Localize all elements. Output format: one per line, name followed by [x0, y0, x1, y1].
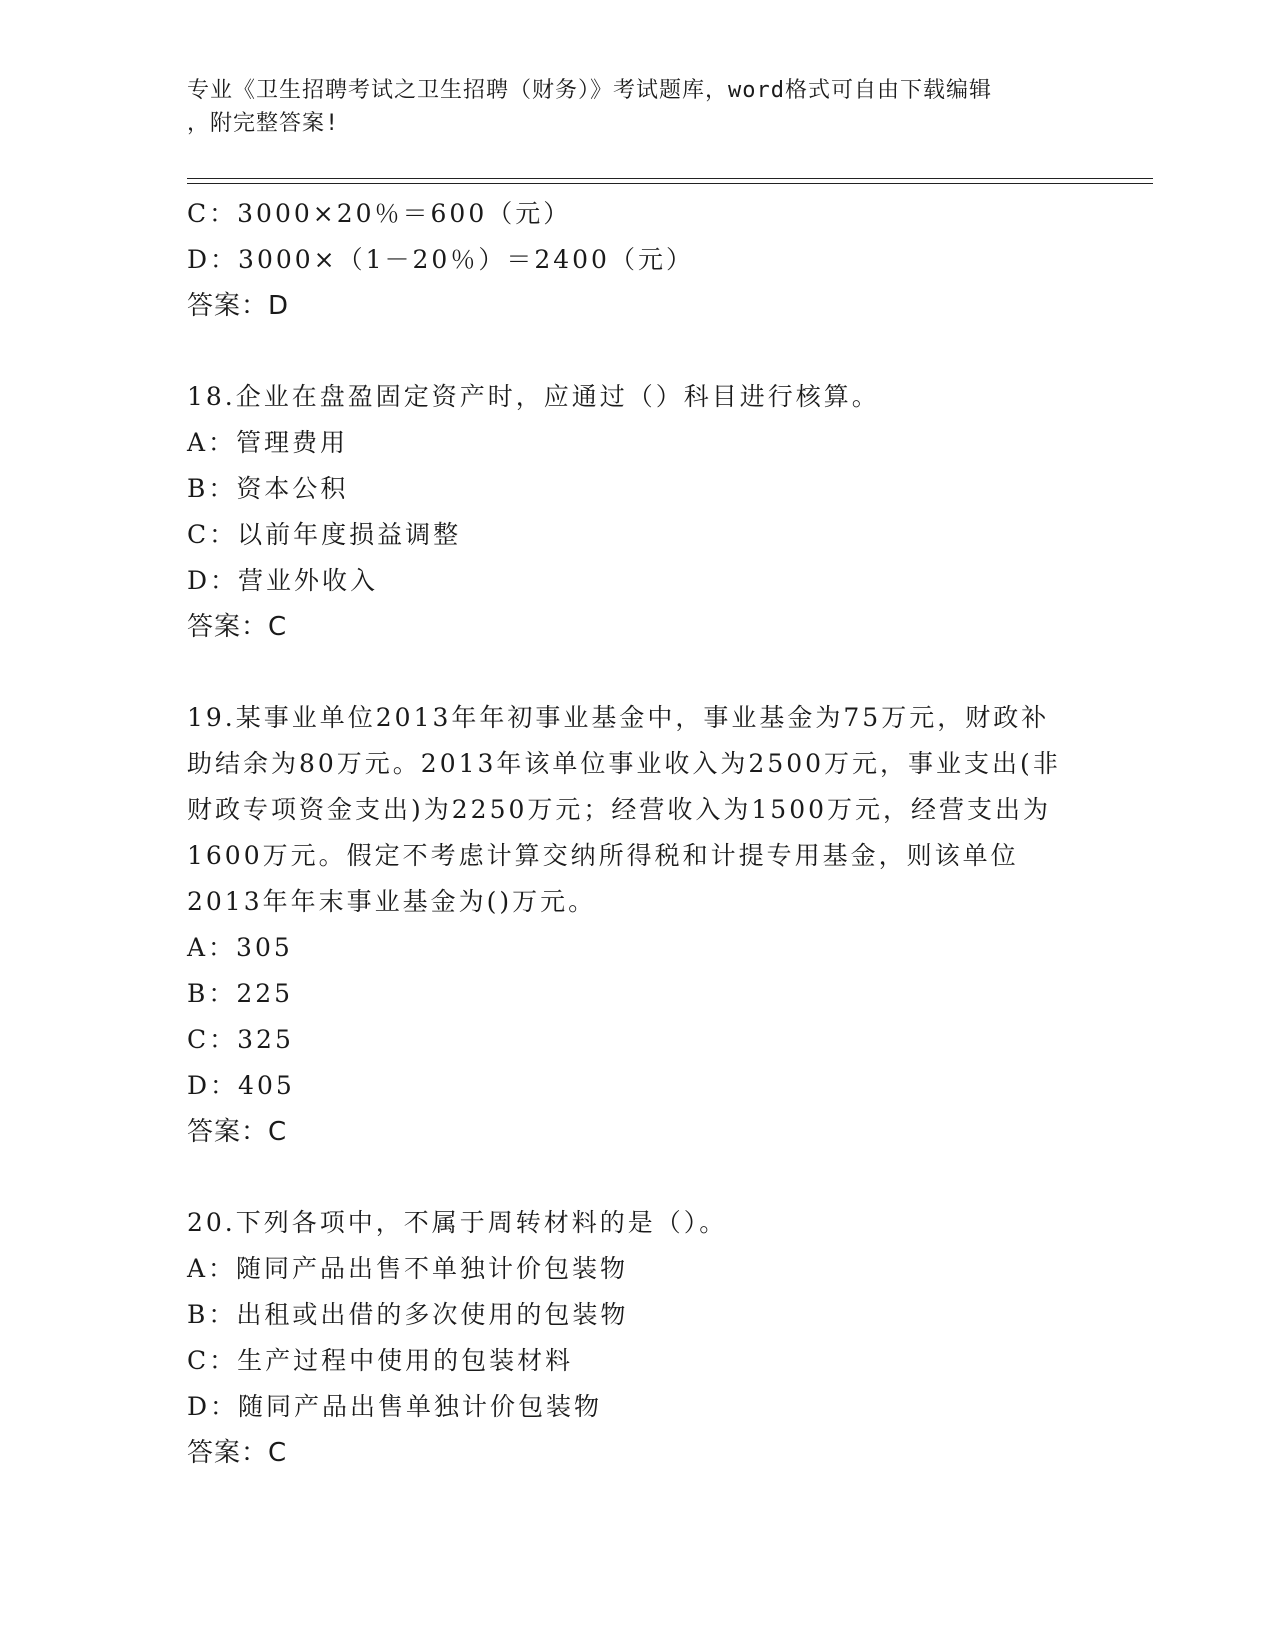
option-b: B：225	[187, 979, 294, 1008]
question-stem: 20.下列各项中，不属于周转材料的是（）。	[187, 1208, 728, 1237]
option-c: C：生产过程中使用的包装材料	[187, 1346, 574, 1375]
prev-question-block	[187, 191, 1087, 329]
option-a: A：随同产品出售不单独计价包装物	[187, 1254, 629, 1283]
answer-line: 答案：C	[187, 612, 288, 642]
question-20	[187, 1200, 1087, 1476]
option-a: A：管理费用	[187, 428, 349, 457]
header-line-2: ，附完整答案!	[187, 111, 340, 136]
question-stem-line-3: 财政专项资金支出)为2250万元；经营收入为1500万元，经营支出为	[187, 795, 1052, 824]
question-stem-line-1: 19.某事业单位2013年年初事业基金中，事业基金为75万元，财政补	[187, 703, 1050, 732]
option-d: D：3000×（1－20％）＝2400（元）	[187, 245, 694, 274]
option-c: C：3000×20％＝600（元）	[187, 199, 572, 228]
document-header	[187, 74, 1067, 140]
question-stem: 18.企业在盘盈固定资产时，应通过（）科目进行核算。	[187, 382, 880, 411]
header-divider-bottom	[187, 183, 1153, 184]
option-b: B：出租或出借的多次使用的包装物	[187, 1300, 629, 1329]
option-b: B：资本公积	[187, 474, 349, 503]
option-a: A：305	[187, 933, 293, 962]
header-line-1: 专业《卫生招聘考试之卫生招聘（财务）》考试题库，word格式可自由下载编辑	[187, 78, 992, 103]
answer-line: 答案：C	[187, 1438, 288, 1468]
option-c: C：以前年度损益调整	[187, 520, 462, 549]
option-d: D：405	[187, 1071, 295, 1100]
question-18	[187, 374, 1087, 650]
answer-line: 答案：C	[187, 1117, 288, 1147]
question-stem-line-2: 助结余为80万元。2013年该单位事业收入为2500万元，事业支出(非	[187, 749, 1061, 778]
header-divider-top	[187, 178, 1153, 179]
question-list	[187, 191, 1087, 1476]
question-19	[187, 695, 1087, 1155]
answer-line: 答案：D	[187, 291, 290, 321]
option-d: D：随同产品出售单独计价包装物	[187, 1392, 603, 1421]
question-stem-line-4: 1600万元。假定不考虑计算交纳所得税和计提专用基金，则该单位	[187, 841, 1019, 870]
option-d: D：营业外收入	[187, 566, 379, 595]
option-c: C：325	[187, 1025, 294, 1054]
question-stem-line-5: 2013年年末事业基金为()万元。	[187, 887, 597, 916]
